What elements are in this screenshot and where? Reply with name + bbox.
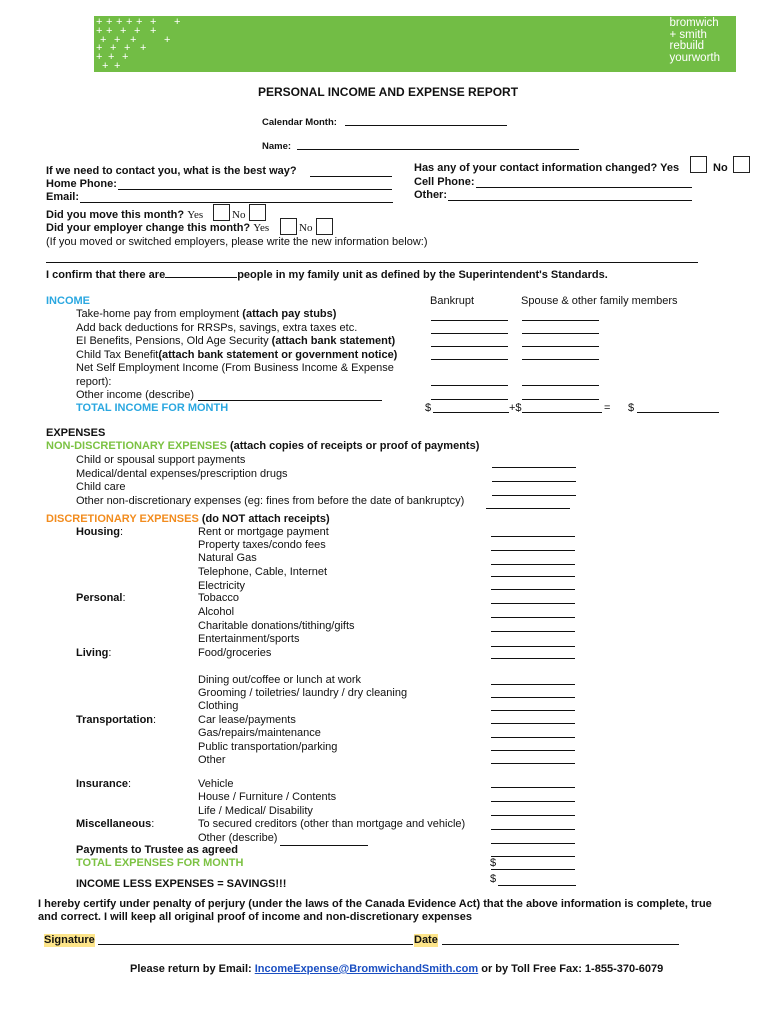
expense-amount-field[interactable] [491, 564, 575, 565]
expense-amount-field[interactable] [491, 646, 575, 647]
expense-amount-field[interactable] [491, 801, 575, 802]
expense-item: Natural Gas [198, 552, 257, 564]
plus-glyph: + [106, 24, 113, 37]
name-field[interactable] [297, 149, 579, 150]
expense-item: Car lease/payments [198, 714, 296, 726]
plus-glyph: + [122, 51, 129, 64]
expense-item: Food/groceries [198, 647, 272, 659]
bankrupt-amount-field[interactable] [431, 346, 508, 347]
expense-item: Other [198, 754, 226, 766]
income-item: Child Tax Benefit(attach bank statement or government notice) [76, 348, 398, 361]
expense-category-label: Transportation: [76, 714, 157, 726]
total-income-spouse-field[interactable] [522, 412, 602, 413]
income-item: report): [76, 375, 112, 388]
savings-field[interactable] [498, 885, 576, 886]
certification-line-2: and correct. I will keep all original proof of income and non-discretionary expenses [38, 911, 472, 923]
income-item: Add back deductions for RRSPs, savings, extra taxes etc. [76, 321, 358, 334]
expense-amount-field[interactable] [491, 737, 575, 738]
expense-amount-field[interactable] [491, 829, 575, 830]
employer-no-checkbox[interactable] [316, 218, 333, 235]
expense-amount-field[interactable] [491, 684, 575, 685]
plus-glyph: + [126, 16, 133, 28]
moved-yes-checkbox[interactable] [213, 204, 230, 221]
expense-item: Entertainment/sports [198, 633, 300, 645]
plus-glyph: + [174, 16, 181, 28]
expense-amount-field[interactable] [491, 536, 575, 537]
plus-glyph: + [164, 33, 171, 46]
expense-amount-field[interactable] [491, 843, 575, 844]
contact-changed-no-checkbox[interactable] [733, 156, 750, 173]
date-label: Date [414, 934, 438, 946]
cell-phone-field[interactable] [476, 187, 692, 188]
date-field[interactable] [442, 944, 679, 945]
expense-item: Life / Medical/ Disability [198, 805, 313, 817]
other-contact-label: Other: [414, 189, 447, 201]
plus-glyph: + [150, 24, 157, 37]
expense-amount-field[interactable] [491, 617, 575, 618]
plus-glyph: + [110, 42, 117, 55]
contact-changed-yes-checkbox[interactable] [690, 156, 707, 173]
plus-glyph: + [96, 24, 103, 37]
bankrupt-amount-field[interactable] [431, 333, 508, 334]
expense-amount-field[interactable] [491, 856, 575, 857]
income-item: EI Benefits, Pensions, Old Age Security (attach bank statement) [76, 335, 396, 347]
expense-item: Rent or mortgage payment [198, 526, 329, 538]
spouse-amount-field[interactable] [522, 346, 599, 347]
signature-label: Signature [44, 934, 95, 946]
total-income-label: TOTAL INCOME FOR MONTH [76, 402, 229, 414]
expense-item: Electricity [198, 580, 246, 592]
bankrupt-amount-field[interactable] [431, 385, 508, 386]
expense-item: Dining out/coffee or lunch at work [198, 674, 362, 686]
income-heading: INCOME [46, 295, 90, 307]
bankrupt-amount-field[interactable] [431, 399, 508, 400]
other-income-describe-field[interactable] [198, 400, 382, 401]
plus-glyph: + [106, 16, 113, 28]
spouse-column-header: Spouse & other family members [521, 295, 678, 307]
plus-glyph: + [114, 60, 121, 72]
expense-amount-field[interactable] [491, 589, 575, 590]
expense-category-label: Personal: [76, 592, 126, 604]
footer-return-note: Please return by Email: IncomeExpense@BromwichandSmith.com or by Toll Free Fax: 1-855-370-6079 [130, 963, 664, 975]
expense-amount-field[interactable] [491, 815, 575, 816]
savings-label: INCOME LESS EXPENSES = SAVINGS!!! [76, 878, 287, 890]
income-item: Net Self Employment Income (From Business Income & Expense [76, 362, 394, 374]
email-label: Email: [46, 191, 80, 203]
expense-amount-field[interactable] [492, 481, 576, 482]
employer-question: Did your employer change this month? Yes [46, 222, 270, 234]
expense-amount-field[interactable] [491, 763, 575, 764]
expense-item: Charitable donations/tithing/gifts [198, 620, 355, 632]
plus-dollar-sign: +$ [509, 402, 522, 414]
expense-item: To secured creditors (other than mortgage and vehicle) [198, 818, 466, 830]
plus-glyph: + [134, 24, 141, 37]
expense-amount-field[interactable] [491, 658, 575, 659]
expense-item: Grooming / toiletries/ laundry / dry cleaning [198, 687, 408, 699]
expense-category-label: Housing: [76, 526, 124, 538]
moved-no-label: No [232, 209, 246, 221]
expense-amount-field[interactable] [492, 467, 576, 468]
spouse-amount-field[interactable] [522, 399, 599, 400]
plus-glyph: + [116, 16, 123, 28]
non-discretionary-item: Child care [76, 481, 126, 493]
spouse-amount-field[interactable] [522, 385, 599, 386]
total-income-field[interactable] [637, 412, 719, 413]
new-info-field[interactable] [46, 262, 698, 263]
other-describe-field[interactable] [280, 845, 368, 846]
plus-glyph: + [100, 33, 107, 46]
calendar-month-label: Calendar Month: [262, 117, 337, 128]
income-item: Take-home pay from employment (attach pay stubs) [76, 308, 337, 320]
expense-amount-field[interactable] [491, 787, 575, 788]
income-item: Other income (describe) [76, 389, 194, 401]
expense-item: Clothing [198, 700, 239, 712]
dollar-sign: $ [425, 402, 432, 414]
employer-no-label: No [299, 222, 313, 234]
expense-amount-field[interactable] [491, 869, 575, 870]
plus-glyph: + [120, 24, 127, 37]
expense-category-label: Miscellaneous: [76, 818, 155, 830]
contact-changed-no-label: No [713, 162, 728, 174]
equals-sign: = [604, 402, 611, 414]
page-title: PERSONAL INCOME AND EXPENSE REPORT [258, 85, 519, 99]
home-phone-field[interactable] [118, 189, 392, 190]
certification-line-1: I hereby certify under penalty of perjury (under the laws of the Canada Evidence Act) that the above information is complete, true [38, 898, 712, 910]
plus-glyph: + [102, 60, 109, 72]
email-link[interactable]: IncomeExpense@BromwichandSmith.com [254, 963, 479, 975]
expense-item: Public transportation/parking [198, 741, 338, 753]
email-field[interactable] [80, 202, 393, 203]
expense-item: Other (describe) [198, 832, 278, 844]
expense-item: Gas/repairs/maintenance [198, 727, 321, 739]
expenses-heading: EXPENSES [46, 427, 106, 439]
expense-item: House / Furniture / Contents [198, 791, 337, 803]
calendar-month-field[interactable] [345, 125, 507, 126]
expense-amount-field[interactable] [491, 576, 575, 577]
contact-changed-question: Has any of your contact information changed? Yes [414, 162, 680, 174]
signature-field[interactable] [98, 944, 413, 945]
other-contact-field[interactable] [448, 200, 692, 201]
expense-amount-field[interactable] [491, 603, 575, 604]
bankrupt-amount-field[interactable] [431, 359, 508, 360]
plus-glyph: + [114, 33, 121, 46]
expense-item: Telephone, Cable, Internet [198, 566, 328, 578]
dollar-sign: $ [490, 873, 497, 885]
expense-amount-field[interactable] [491, 710, 575, 711]
plus-glyph: + [140, 42, 147, 55]
expense-item: Property taxes/condo fees [198, 539, 326, 551]
contact-method-question: If we need to contact you, what is the best way? [46, 165, 297, 177]
trustee-payments-label: Payments to Trustee as agreed [76, 844, 239, 856]
moved-note: (If you moved or switched employers, please write the new information below:) [46, 236, 428, 248]
plus-glyph: + [108, 51, 115, 64]
employer-yes-checkbox[interactable] [280, 218, 297, 235]
expense-amount-field[interactable] [491, 631, 575, 632]
plus-glyph: + [96, 51, 103, 64]
bankrupt-amount-field[interactable] [431, 320, 508, 321]
non-discretionary-item: Child or spousal support payments [76, 454, 246, 466]
plus-glyph: + [136, 16, 143, 28]
home-phone-label: Home Phone: [46, 178, 117, 190]
expense-item: Alcohol [198, 606, 235, 618]
non-discretionary-item: Medical/dental expenses/prescription drugs [76, 467, 288, 480]
dollar-sign: $ [490, 857, 497, 869]
brand-banner [94, 16, 736, 72]
brand-logo: bromwich + smith rebuild yourworth [669, 17, 720, 64]
spouse-amount-field[interactable] [522, 359, 599, 360]
dollar-sign: $ [628, 402, 635, 414]
expense-amount-field[interactable] [491, 550, 575, 551]
expense-item: Tobacco [198, 592, 239, 604]
expense-amount-field[interactable] [491, 697, 575, 698]
discretionary-heading: DISCRETIONARY EXPENSES (do NOT attach receipts) [46, 513, 330, 525]
plus-glyph: + [96, 16, 103, 28]
family-count-field[interactable] [165, 268, 237, 278]
expense-amount-field[interactable] [491, 723, 575, 724]
non-discretionary-item: Other non-discretionary expenses (eg: fines from before the date of bankruptcy) [76, 494, 465, 507]
spouse-amount-field[interactable] [522, 333, 599, 334]
family-unit-confirm: I confirm that there are people in my family unit as defined by the Superintendent's Standards. [46, 269, 608, 281]
contact-method-field[interactable] [310, 176, 392, 177]
expense-item: Vehicle [198, 778, 234, 790]
bankrupt-column-header: Bankrupt [430, 295, 475, 307]
total-expenses-label: TOTAL EXPENSES FOR MONTH [76, 857, 244, 869]
plus-glyph: + [130, 33, 137, 46]
plus-glyph: + [124, 42, 131, 55]
expense-amount-field[interactable] [491, 750, 575, 751]
cell-phone-label: Cell Phone: [414, 176, 475, 188]
expense-amount-field[interactable] [492, 495, 576, 496]
expense-category-label: Living: [76, 647, 112, 659]
spouse-amount-field[interactable] [522, 320, 599, 321]
plus-glyph: + [96, 42, 103, 55]
moved-no-checkbox[interactable] [249, 204, 266, 221]
plus-glyph: + [150, 16, 157, 28]
expense-category-label: Insurance: [76, 778, 132, 790]
expense-amount-field[interactable] [486, 508, 570, 509]
non-discretionary-heading: NON-DISCRETIONARY EXPENSES (attach copies of receipts or proof of payments) [46, 440, 480, 452]
moved-question: Did you move this month? Yes [46, 209, 204, 221]
name-label: Name: [262, 141, 292, 152]
total-income-bankrupt-field[interactable] [433, 412, 509, 413]
